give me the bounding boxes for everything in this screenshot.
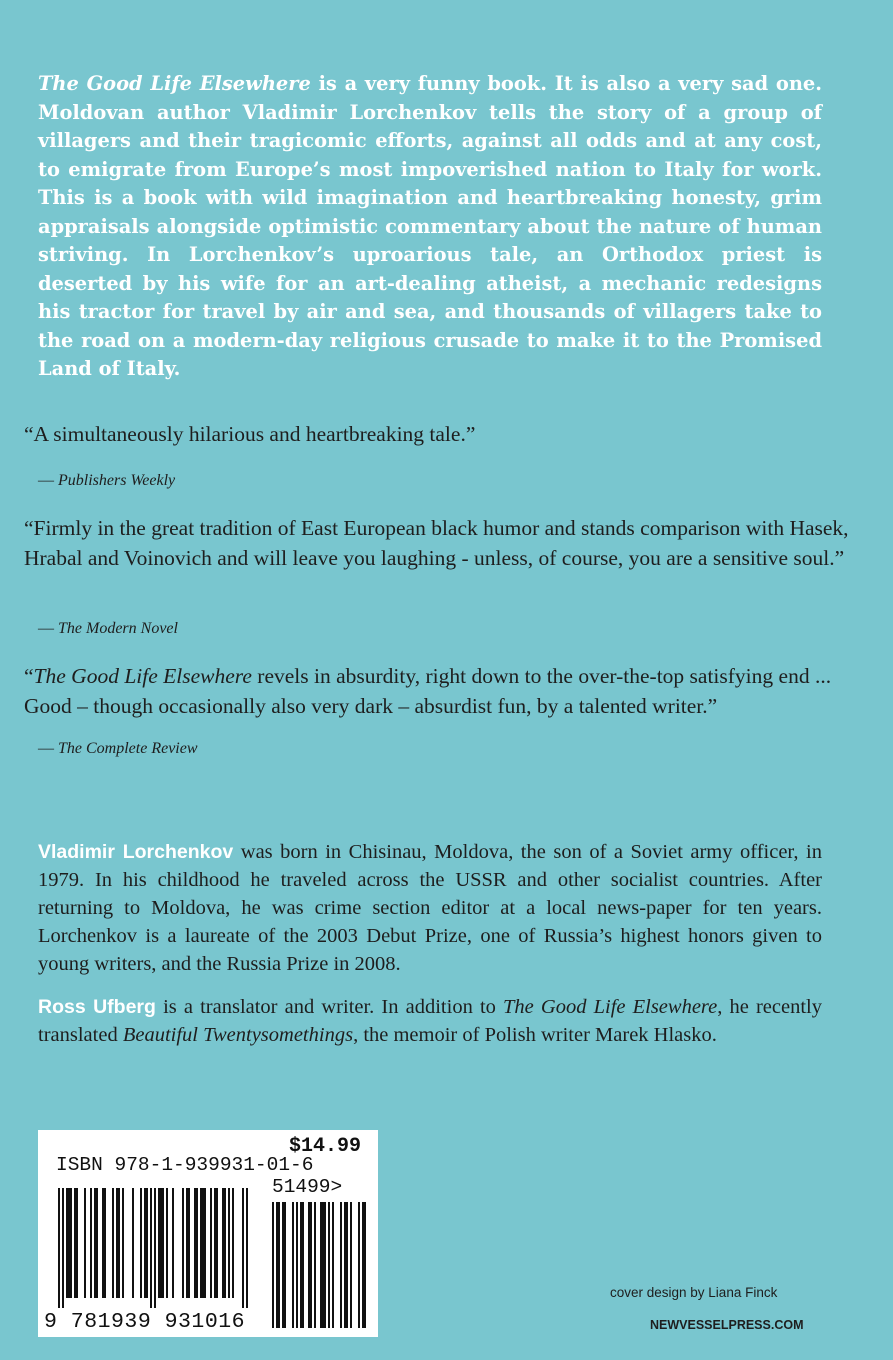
- barcode-panel: [38, 1130, 378, 1337]
- review-quote-3: [24, 662, 854, 721]
- barcode-bar: [188, 1188, 190, 1298]
- price-label: $14.99: [288, 1135, 361, 1158]
- translator-name: Ross Ufberg: [38, 996, 156, 1018]
- barcode-bar: [102, 1188, 104, 1298]
- barcode-bar: [62, 1188, 64, 1308]
- barcode-bar: [282, 1202, 284, 1328]
- barcode-bar: [340, 1202, 342, 1328]
- barcode-bar: [74, 1188, 76, 1298]
- review-quote-open: “: [24, 664, 34, 688]
- barcode-bar: [328, 1202, 330, 1328]
- barcode-bar: [68, 1188, 70, 1298]
- barcode-bar: [308, 1202, 310, 1328]
- review-quote-text: revels in absurdity, right down to the over-the-top satisfying end ... Good – though occasionally also very dark – absurdist fun, by a talented writer.”: [24, 664, 832, 718]
- barcode-bar: [232, 1188, 234, 1298]
- review-source-1: [38, 472, 175, 490]
- barcode-bar: [210, 1188, 212, 1298]
- barcode-bar: [296, 1202, 298, 1328]
- barcode-bar: [322, 1202, 324, 1328]
- translator-bio-text-3: , the memoir of Polish writer Marek Hlasko.: [353, 1024, 717, 1046]
- barcode-bar: [214, 1188, 216, 1298]
- barcode-bar: [194, 1188, 196, 1298]
- barcode-bar: [160, 1188, 162, 1298]
- barcode-bar: [118, 1188, 120, 1298]
- author-bio-text: was born in Chisinau, Moldova, the son of a Soviet army officer, in 1979. In his childhood he traveled across the USSR and other socialist countries. After returning to Moldova, he was crime section editor at a local news-paper for ten years. Lorchenkov is a laureate of the 2003 Debut Prize, one of Russia’s highest honors given to young writers, and the Russia Prize in 2008.: [38, 841, 823, 975]
- barcode-bar: [144, 1188, 146, 1298]
- blurb-book-title: The Good Life Elsewhere: [38, 72, 311, 95]
- barcode-bars: [38, 1130, 378, 1337]
- ean-digits: 9 781939 931016: [44, 1310, 246, 1334]
- barcode-bar: [324, 1202, 326, 1328]
- barcode-bar: [332, 1202, 334, 1328]
- publisher-url: NEWVESSELPRESS.COM: [650, 1318, 804, 1332]
- barcode-bar: [350, 1202, 352, 1328]
- barcode-bar: [186, 1188, 188, 1298]
- barcode-bar: [150, 1188, 152, 1308]
- translator-bio-title-1: The Good Life Elsewhere: [503, 996, 718, 1018]
- barcode-bar: [358, 1202, 360, 1328]
- barcode-bar: [222, 1188, 224, 1298]
- review-dash: —: [38, 620, 58, 637]
- barcode-bar: [300, 1202, 302, 1328]
- barcode-bar: [154, 1188, 156, 1308]
- barcode-bar: [302, 1202, 304, 1328]
- barcode-bar: [362, 1202, 364, 1328]
- review-quote-title: The Good Life Elsewhere: [33, 664, 252, 688]
- barcode-bar: [112, 1188, 114, 1298]
- isbn-label: ISBN 978-1-939931-01-6: [56, 1154, 314, 1176]
- barcode-bar: [96, 1188, 98, 1298]
- barcode-bar: [200, 1188, 202, 1298]
- translator-bio: [38, 993, 822, 1049]
- barcode-bar: [140, 1188, 142, 1298]
- barcode-bar: [204, 1188, 206, 1298]
- barcode-bar: [158, 1188, 160, 1298]
- barcode-bar: [346, 1202, 348, 1328]
- barcode-bar: [172, 1188, 174, 1298]
- addon-digits: 51499>: [272, 1176, 343, 1198]
- review-source-name: The Modern Novel: [58, 620, 178, 637]
- barcode-bar: [146, 1188, 148, 1298]
- review-dash: —: [38, 740, 58, 757]
- barcode-bar: [166, 1188, 168, 1298]
- barcode-bar: [122, 1188, 124, 1298]
- barcode-bar: [70, 1188, 72, 1298]
- translator-bio-title-2: Beautiful Twentysomethings: [122, 1024, 354, 1046]
- author-name: Vladimir Lorchenkov: [38, 841, 234, 863]
- barcode-bar: [94, 1188, 96, 1298]
- barcode-bar: [182, 1188, 184, 1298]
- barcode-bar: [66, 1188, 68, 1298]
- barcode-bar: [292, 1202, 294, 1328]
- barcode-bar: [314, 1202, 316, 1328]
- review-source-name: Publishers Weekly: [58, 472, 176, 489]
- barcode-bar: [104, 1188, 106, 1298]
- barcode-bar: [58, 1188, 60, 1308]
- review-source-name: The Complete Review: [58, 740, 198, 757]
- blurb-text: is a very funny book. It is also a very sad one. Moldovan author Vladimir Lorchenkov tells the story of a group of villagers and their tragicomic efforts, against all odds and at any cost, to emigrate from Europe’s most impoverished nation to Italy for work. This is a book with wild imagination and heartbreaking honesty, grim appraisals alongside optimistic commentary about the nature of human striving. In Lorchenkov’s uproarious tale, an Orthodox priest is deserted by his wife for an art-dealing atheist, a mechanic redesigns his tractor for travel by air and sea, and thousands of villagers take to the road on a modern-day religious crusade to make it to the Promised Land of Italy.: [38, 72, 823, 380]
- translator-bio-text-1: is a translator and writer. In addition to: [155, 996, 504, 1018]
- barcode-bar: [242, 1188, 244, 1308]
- book-blurb: [38, 70, 822, 384]
- barcode-bar: [246, 1188, 248, 1308]
- barcode-bar: [90, 1188, 92, 1298]
- barcode-bar: [228, 1188, 230, 1298]
- translator-bio-text-2: , he recently translated: [38, 996, 822, 1046]
- barcode-bar: [284, 1202, 286, 1328]
- barcode-bar: [364, 1202, 366, 1328]
- barcode-bar: [344, 1202, 346, 1328]
- barcode-bar: [276, 1202, 278, 1328]
- review-dash: —: [38, 472, 58, 489]
- barcode-bar: [216, 1188, 218, 1298]
- barcode-bar: [310, 1202, 312, 1328]
- barcode-bar: [320, 1202, 322, 1328]
- cover-design-credit: cover design by Liana Finck: [610, 1285, 778, 1300]
- review-source-3: [38, 740, 198, 758]
- review-source-2: [38, 620, 178, 638]
- barcode-bar: [224, 1188, 226, 1298]
- barcode-bar: [132, 1188, 134, 1298]
- barcode-bar: [196, 1188, 198, 1298]
- barcode-bar: [278, 1202, 280, 1328]
- barcode-bar: [162, 1188, 164, 1298]
- barcode-bar: [84, 1188, 86, 1298]
- author-bio: [38, 838, 822, 978]
- barcode-bar: [76, 1188, 78, 1298]
- barcode-bar: [202, 1188, 204, 1298]
- review-quote-2: “Firmly in the great tradition of East European black humor and stands comparison with Hasek, Hrabal and Voinovich and will leave you laughing - unless, of course, you are a sensitive soul.”: [24, 516, 849, 570]
- barcode-bar: [116, 1188, 118, 1298]
- review-quote-1: “A simultaneously hilarious and heartbreaking tale.”: [24, 422, 476, 446]
- barcode-bar: [272, 1202, 274, 1328]
